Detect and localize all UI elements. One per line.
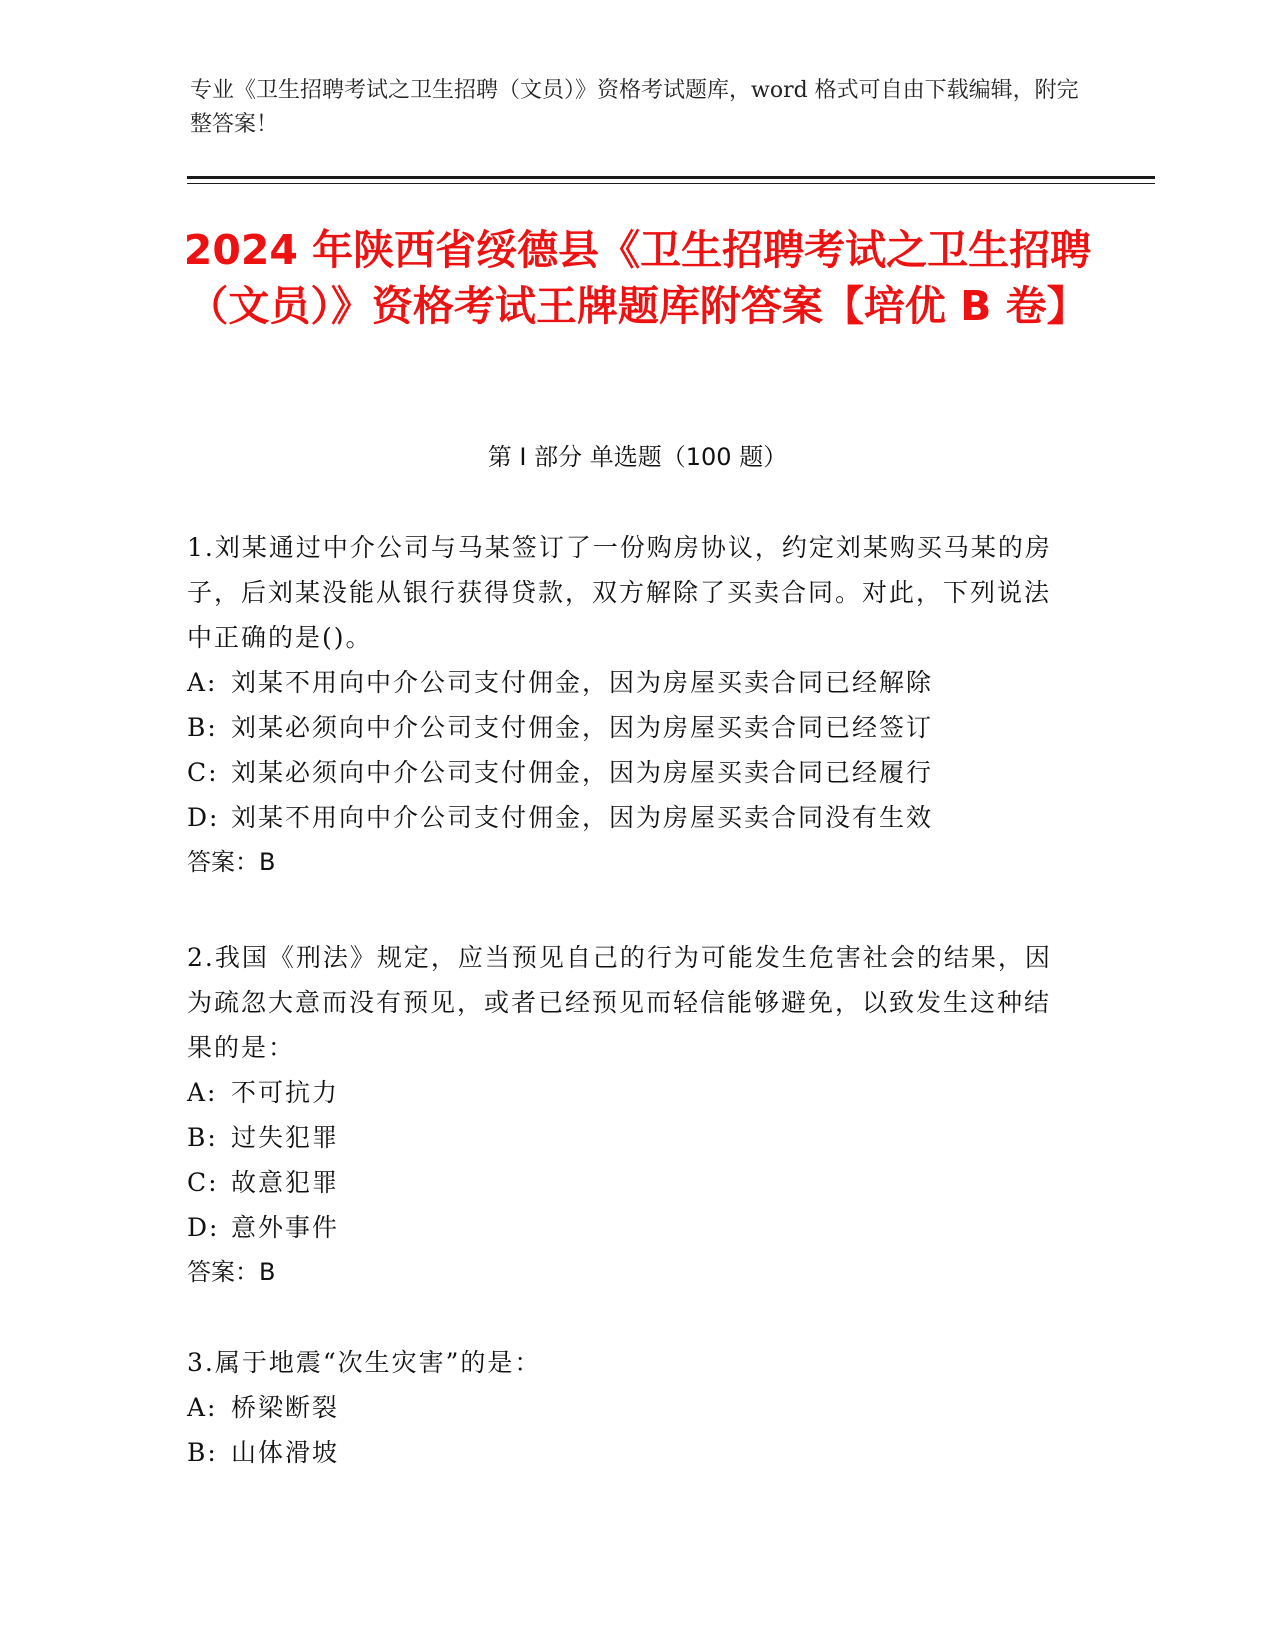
option-text: 故意犯罪 xyxy=(231,1168,340,1197)
option-letter: C: xyxy=(187,758,219,787)
option-text: 刘某必须向中介公司支付佣金，因为房屋买卖合同已经履行 xyxy=(231,758,934,787)
option-letter: D: xyxy=(187,803,220,832)
option-text: 桥梁断裂 xyxy=(231,1393,340,1422)
option-text: 刘某不用向中介公司支付佣金，因为房屋买卖合同没有生效 xyxy=(231,803,934,832)
option-text: 过失犯罪 xyxy=(231,1123,340,1152)
option-d xyxy=(187,795,1067,840)
option-letter: C: xyxy=(187,1168,219,1197)
option-text: 意外事件 xyxy=(231,1213,340,1242)
option-b xyxy=(187,1115,1067,1160)
question-stem: 3.属于地震“次生灾害”的是： xyxy=(187,1348,542,1377)
question-stem: 1.刘某通过中介公司与马某签订了一份购房协议，约定刘某购买马某的房子，后刘某没能从银行获得贷款，双方解除了买卖合同。对此，下列说法中正确的是()。 xyxy=(187,533,1052,652)
option-text: 不可抗力 xyxy=(231,1078,340,1107)
option-d xyxy=(187,1205,1067,1250)
option-b xyxy=(187,705,1067,750)
option-b xyxy=(187,1430,1067,1475)
document-title: 2024 年陕西省绥德县《卫生招聘考试之卫生招聘（文员）》资格考试王牌题库附答案【培优 B 卷】 xyxy=(183,226,1092,330)
option-a xyxy=(187,1385,1067,1430)
option-text: 刘某必须向中介公司支付佣金，因为房屋买卖合同已经签订 xyxy=(231,713,934,742)
option-letter: B: xyxy=(187,1438,218,1467)
question-stem: 2.我国《刑法》规定，应当预见自己的行为可能发生危害社会的结果，因为疏忽大意而没有预见，或者已经预见而轻信能够避免，以致发生这种结果的是： xyxy=(187,943,1052,1062)
question-1 xyxy=(187,525,1067,885)
answer-line: 答案：B xyxy=(187,848,276,876)
option-c xyxy=(187,1160,1067,1205)
option-text: 山体滑坡 xyxy=(231,1438,340,1467)
option-letter: A: xyxy=(187,1393,218,1422)
option-letter: A: xyxy=(187,668,218,697)
header-divider-thin xyxy=(187,183,1155,184)
option-letter: B: xyxy=(187,713,218,742)
header-note: 专业《卫生招聘考试之卫生招聘（文员）》资格考试题库，word 格式可自由下载编辑，附完整答案！ xyxy=(190,78,1079,137)
option-letter: A: xyxy=(187,1078,218,1107)
question-2 xyxy=(187,935,1067,1295)
option-letter: D: xyxy=(187,1213,220,1242)
section-heading: 第 I 部分 单选题（100 题） xyxy=(487,443,788,471)
option-letter: B: xyxy=(187,1123,218,1152)
answer-line: 答案：B xyxy=(187,1258,276,1286)
option-c xyxy=(187,750,1067,795)
question-3 xyxy=(187,1340,1067,1475)
option-text: 刘某不用向中介公司支付佣金，因为房屋买卖合同已经解除 xyxy=(231,668,934,697)
option-a xyxy=(187,660,1067,705)
header-divider-thick xyxy=(187,176,1155,179)
option-a xyxy=(187,1070,1067,1115)
